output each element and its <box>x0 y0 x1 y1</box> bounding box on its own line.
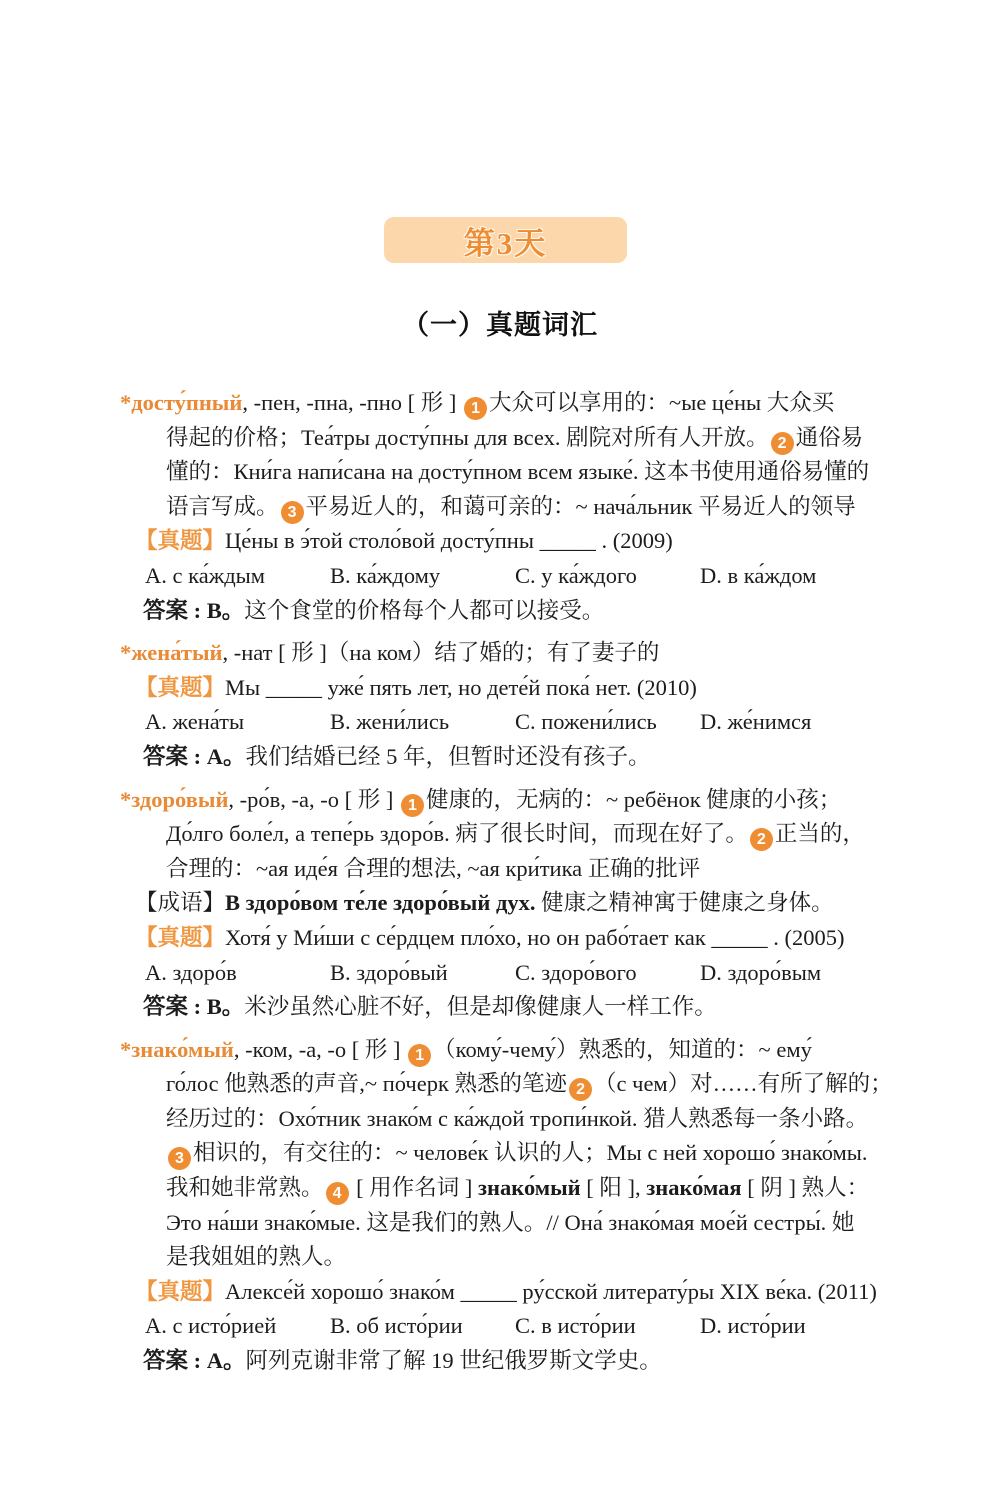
entry-text: 健康的，无病的：~ ребёнок 健康的小孩； <box>425 786 842 812</box>
option-a: A. с исто́рией <box>145 1313 277 1339</box>
headword: *здоро́вый <box>120 786 229 812</box>
exam-question: Мы _____ уже́ пять лет, но дете́й пока́ нет. (2010) <box>225 674 697 700</box>
sense-2-badge: 2 <box>750 828 773 851</box>
entry-text: 经历过的：Охо́тник знако́м с ка́ждой тропи́нкой. 猎人熟悉每一条小路。 <box>166 1105 869 1131</box>
entry-line <box>120 455 898 490</box>
sense-1-badge: 1 <box>401 794 424 817</box>
entry-znakomy <box>120 1033 898 1379</box>
vocab-content <box>120 386 898 1379</box>
option-a: A. жена́ты <box>145 709 245 735</box>
entry-line <box>120 817 898 852</box>
entry-line <box>120 636 898 671</box>
options-row <box>120 559 898 594</box>
exam-tag: 【真题】 <box>135 924 226 950</box>
option-a: A. с ка́ждым <box>145 562 266 588</box>
option-c: C. у ка́ждого <box>515 562 637 588</box>
option-d: D. же́нимся <box>700 709 812 735</box>
entry-line <box>120 421 898 456</box>
entry-line <box>120 1067 898 1102</box>
exam-question-line <box>120 671 898 706</box>
option-c: C. в исто́рии <box>515 1313 636 1339</box>
entry-line <box>120 852 898 887</box>
headword: *знако́мый <box>120 1036 234 1062</box>
exam-tag: 【真题】 <box>135 1278 226 1304</box>
option-b: B. здоро́вый <box>330 959 448 985</box>
sense-3-badge: 3 <box>281 501 304 524</box>
entry-text: го́лос 他熟悉的声音,~ по́черк 熟悉的笔迹 <box>166 1071 568 1097</box>
entry-text: 我和她非常熟。 <box>166 1175 324 1201</box>
entry-text: （кому́-чему́）熟悉的，知道的：~ ему́ <box>433 1036 812 1062</box>
sense-2-badge: 2 <box>771 432 794 455</box>
day-badge-label: 第3天 <box>463 225 548 261</box>
option-c: C. пожени́лись <box>515 709 657 735</box>
option-c: C. здоро́вого <box>515 959 637 985</box>
option-b: B. жени́лись <box>330 709 450 735</box>
option-d: D. исто́рии <box>700 1313 806 1339</box>
option-d: D. в ка́ждом <box>700 562 817 588</box>
answer-line <box>120 990 898 1025</box>
entry-zdorovy <box>120 783 898 1025</box>
entry-text: 大众可以享用的：~ые це́ны 大众买 <box>489 390 835 415</box>
sense-2-badge: 2 <box>569 1078 592 1101</box>
entry-text: [ 阴 ] 熟人： <box>741 1175 870 1201</box>
entry-text: Это на́ши знако́мые. 这是我们的熟人。// Она́ знако́мая мое́й сестры́. 她 <box>166 1209 855 1235</box>
sense-1-badge: 1 <box>464 397 487 420</box>
entry-text: 合理的：~ая иде́я 合理的想法, ~ая кри́тика 正确的批评 <box>166 855 701 881</box>
day-badge <box>384 217 627 263</box>
entry-text: [ 阳 ], <box>580 1175 647 1201</box>
entry-line <box>120 1136 898 1171</box>
section-title: （一）真题词汇 <box>402 310 598 340</box>
sense-1-badge: 1 <box>408 1044 431 1067</box>
headword: *досту́пный <box>120 390 243 415</box>
idiom-russian: В здоро́вом те́ле здоро́вый дух. <box>225 890 536 916</box>
entry-text: , -ро́в, -а, -о [ 形 ] <box>228 786 399 812</box>
entry-line <box>120 1240 898 1275</box>
answer-key: 答案 : B。 <box>143 994 245 1020</box>
options-row <box>120 1309 898 1344</box>
entry-text: До́лго боле́л, а тепе́рь здоро́в. 病了很长时间，而现在好了。 <box>166 821 748 847</box>
answer-line <box>120 594 898 629</box>
answer-explanation: 阿列克谢非常了解 19 世纪俄罗斯文学史。 <box>245 1348 662 1374</box>
exam-question: Це́ны в э́той столо́вой досту́пны _____ . (2009) <box>225 528 673 554</box>
exam-tag: 【真题】 <box>135 674 226 700</box>
entry-text-bold: знако́мая <box>646 1175 742 1201</box>
entry-line <box>120 783 898 818</box>
entry-line <box>120 490 898 525</box>
options-row <box>120 956 898 991</box>
entry-text: , -нат [ 形 ]（на ком）结了婚的；有了妻子的 <box>222 640 660 666</box>
option-b: B. ка́ждому <box>330 562 441 588</box>
exam-tag: 【真题】 <box>135 528 226 554</box>
entry-line <box>120 1033 898 1068</box>
entry-line <box>120 386 898 421</box>
answer-key: 答案 : A。 <box>143 743 246 769</box>
entry-text: 正当的， <box>774 821 865 847</box>
headword: *жена́тый <box>120 640 223 666</box>
entry-text: 语言写成。 <box>166 493 279 519</box>
option-a: A. здоро́в <box>145 959 237 985</box>
entry-zhenaty <box>120 636 898 774</box>
entry-line <box>120 1102 898 1137</box>
answer-explanation: 我们结婚已经 5 年，但暂时还没有孩子。 <box>245 743 651 769</box>
option-b: B. об исто́рии <box>330 1313 463 1339</box>
entry-text: 通俗易 <box>795 424 864 450</box>
entry-text: , -пен, -пна, -пно [ 形 ] <box>242 390 463 415</box>
exam-question-line <box>120 1275 898 1310</box>
entry-text: 是我姐姐的熟人。 <box>166 1244 347 1270</box>
idiom-translation: 健康之精神寓于健康之身体。 <box>535 890 834 916</box>
entry-text: （с чем）对……有所了解的； <box>594 1071 893 1097</box>
entry-text: [ 用作名词 ] <box>350 1175 479 1201</box>
exam-question-line <box>120 921 898 956</box>
sense-3-badge: 3 <box>168 1147 191 1170</box>
options-row <box>120 705 898 740</box>
exam-question: Хотя́ у Ми́ши с се́рдцем пло́хо, но он рабо́тает как _____ . (2005) <box>225 924 845 950</box>
answer-explanation: 这个食堂的价格每个人都可以接受。 <box>244 597 605 623</box>
idiom-tag: 【成语】 <box>135 890 226 916</box>
option-d: D. здоро́вым <box>700 959 822 985</box>
answer-key: 答案 : A。 <box>143 1348 246 1374</box>
answer-key: 答案 : B。 <box>143 597 245 623</box>
entry-text: 平易近人的，和蔼可亲的：~ нача́льник 平易近人的领导 <box>305 493 856 519</box>
entry-text: 得起的价格；Теа́тры досту́пны для всех. 剧院对所有人开放。 <box>166 424 769 450</box>
idiom-line <box>120 886 898 921</box>
entry-text: 相识的，有交往的：~ челове́к 认识的人；Мы с ней хорошо́ знако́мы. <box>193 1140 868 1166</box>
entry-dostupny <box>120 386 898 628</box>
sense-4-badge: 4 <box>326 1182 349 1205</box>
entry-text: 懂的：Кни́га напи́сана на досту́пном всем языке́. 这本书使用通俗易懂的 <box>166 459 870 485</box>
exam-question: Алексе́й хорошо́ знако́м _____ ру́сской литерату́ры XIX ве́ка. (2011) <box>225 1278 877 1304</box>
exam-question-line <box>120 524 898 559</box>
answer-line <box>120 1344 898 1379</box>
entry-text: , -ком, -а, -о [ 形 ] <box>233 1036 407 1062</box>
answer-explanation: 米沙虽然心脏不好，但是却像健康人一样工作。 <box>244 994 717 1020</box>
answer-line <box>120 740 898 775</box>
entry-text-bold: знако́мый <box>478 1175 581 1201</box>
entry-line <box>120 1206 898 1241</box>
entry-line <box>120 1171 898 1206</box>
